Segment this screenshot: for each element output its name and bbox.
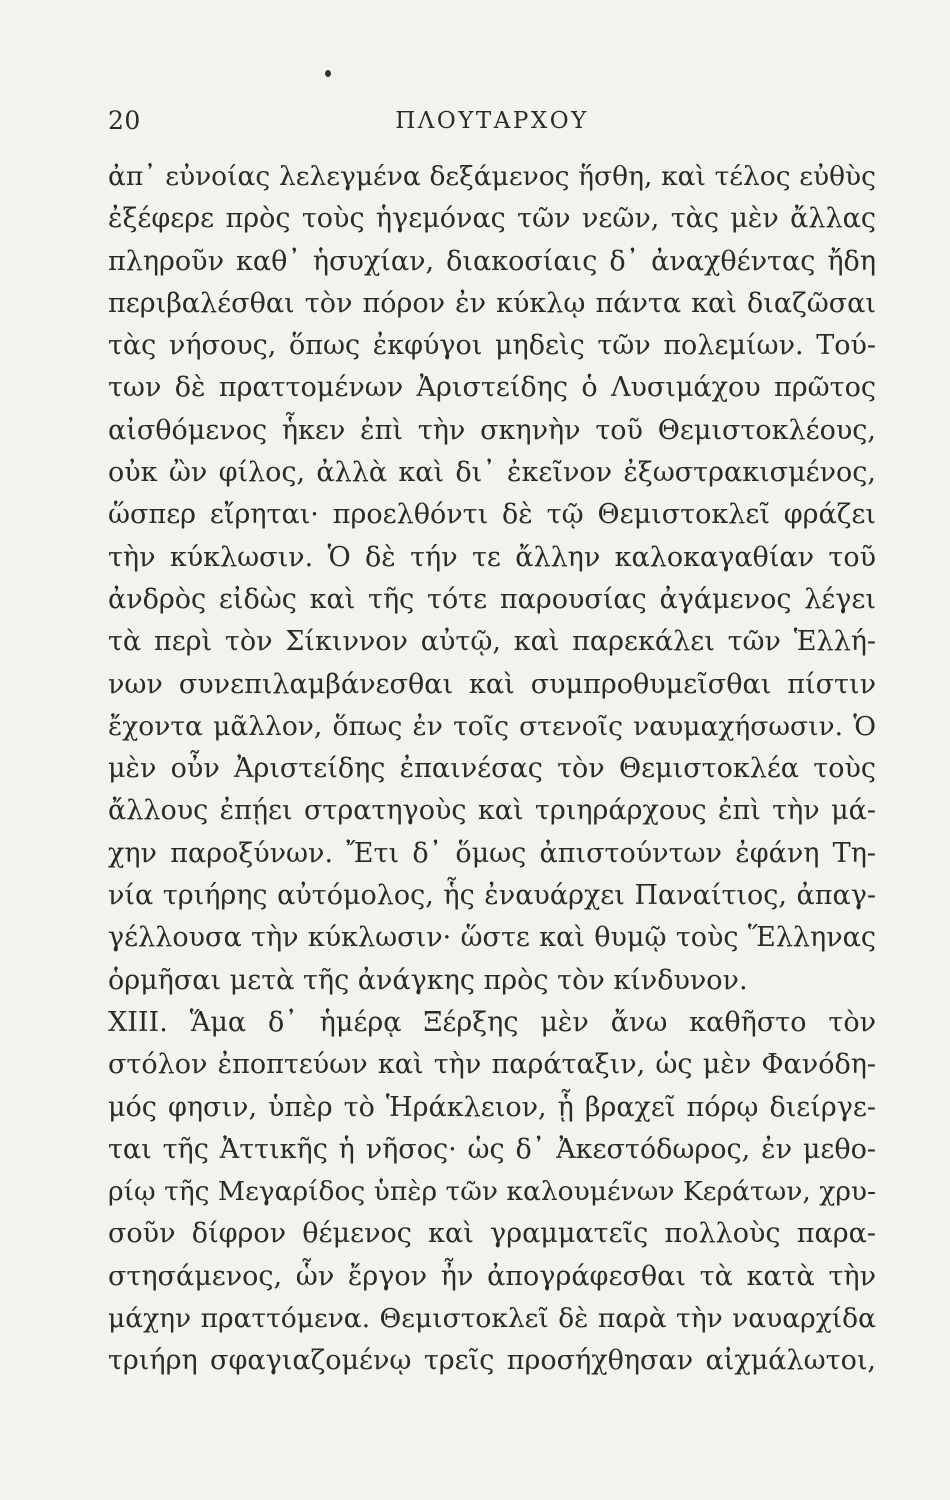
chapter-start-line: XIII. Ἅμα δ᾽ ἡμέρᾳ Ξέρξης μὲν ἄνω καθῆστο τὸν [108,1006,876,1038]
text-line: νων συνεπιλαμβάνεσθαι καὶ συμπροθυμεῖσθαι πίστιν [108,668,876,700]
text-line: νία τριήρης αὐτόμολος, ἧς ἐναυάρχει Παναίτιος, ἀπαγ- [108,880,876,912]
text-line: αἰσθόμενος ἧκεν ἐπὶ τὴν σκηνὴν τοῦ Θεμιστοκλέους, [108,414,876,446]
text-line: ἄλλους ἐπῄει στρατηγοὺς καὶ τριηράρχους ἐπὶ τὴν μά- [108,795,876,827]
text-line: των δὲ πραττομένων Ἀριστείδης ὁ Λυσιμάχου πρῶτος [108,372,876,404]
text-line: χην παροξύνων. Ἔτι δ᾽ ὅμως ἀπιστούντων ἐφάνη Τη- [108,837,876,869]
text-line: στησάμενος, ὧν ἔργον ἦν ἀπογράφεσθαι τὰ κατὰ τὴν [108,1260,876,1292]
text-line: γέλλουσα τὴν κύκλωσιν· ὥστε καὶ θυμῷ τοὺς Ἕλληνας [108,922,876,954]
text-line: ἀνδρὸς εἰδὼς καὶ τῆς τότε παρουσίας ἀγάμενος λέγει [108,583,876,615]
text-line: μὲν οὖν Ἀριστείδης ἐπαινέσας τὸν Θεμιστοκλέα τοὺς [108,753,876,785]
ink-dot [325,70,331,77]
text-line: μός φησιν, ὑπὲρ τὸ Ἡράκλειον, ᾗ βραχεῖ πόρῳ διείργε- [108,1091,876,1123]
text-line: στόλον ἐποπτεύων καὶ τὴν παράταξιν, ὡς μὲν Φανόδη- [108,1049,876,1081]
text-line: ρίῳ τῆς Μεγαρίδος ὑπὲρ τῶν καλουμένων Κεράτων, χρυ- [108,1176,876,1208]
text-line: ἔχοντα μᾶλλον, ὅπως ἐν τοῖς στενοῖς ναυμαχήσωσιν. Ὁ [108,710,876,742]
running-head: ΠΛΟΥΤΑΡΧΟΥ [395,108,589,134]
text-line: ἐξέφερε πρὸς τοὺς ἡγεμόνας τῶν νεῶν, τὰς μὲν ἄλλας [108,203,876,235]
page-number: 20 [108,106,141,135]
text-line: τὰς νήσους, ὅπως ἐκφύγοι μηδεὶς τῶν πολεμίων. Τού- [108,330,876,362]
text-line: ται τῆς Ἀττικῆς ἡ νῆσος· ὡς δ᾽ Ἀκεστόδωρος, ἐν μεθο- [108,1133,876,1165]
text-line: οὐκ ὢν φίλος, ἀλλὰ καὶ δι᾽ ἐκεῖνον ἐξωστρακισμένος, [108,457,876,489]
text-line: περιβαλέσθαι τὸν πόρον ἐν κύκλῳ πάντα καὶ διαζῶσαι [108,287,876,319]
text-line: ἀπ᾽ εὐνοίας λελεγμένα δεξάμενος ἥσθη, καὶ τέλος εὐθὺς [108,161,876,192]
page-header [108,104,876,144]
text-line: ὥσπερ εἴρηται· προελθόντι δὲ τῷ Θεμιστοκλεῖ φράζει [108,499,876,531]
text-line: τριήρη σφαγιαζομένῳ τρεῖς προσήχθησαν αἰχμάλωτοι, [108,1345,876,1377]
text-line: πληροῦν καθ᾽ ἡσυχίαν, διακοσίαις δ᾽ ἀναχθέντας ἤδη [108,245,876,277]
text-line: τὰ περὶ τὸν Σίκιννον αὐτῷ, καὶ παρεκάλει τῶν Ἑλλή- [108,626,876,658]
body-text [108,156,876,1383]
paragraph-end-line: ὁρμῆσαι μετὰ τῆς ἀνάγκης πρὸς τὸν κίνδυνον. [108,964,748,996]
text-line: τὴν κύκλωσιν. Ὁ δὲ τήν τε ἄλλην καλοκαγαθίαν τοῦ [108,541,876,573]
text-line: σοῦν δίφρον θέμενος καὶ γραμματεῖς πολλοὺς παρα- [108,1218,876,1250]
text-line: μάχην πραττόμενα. Θεμιστοκλεῖ δὲ παρὰ τὴν ναυαρχίδα [108,1303,876,1335]
